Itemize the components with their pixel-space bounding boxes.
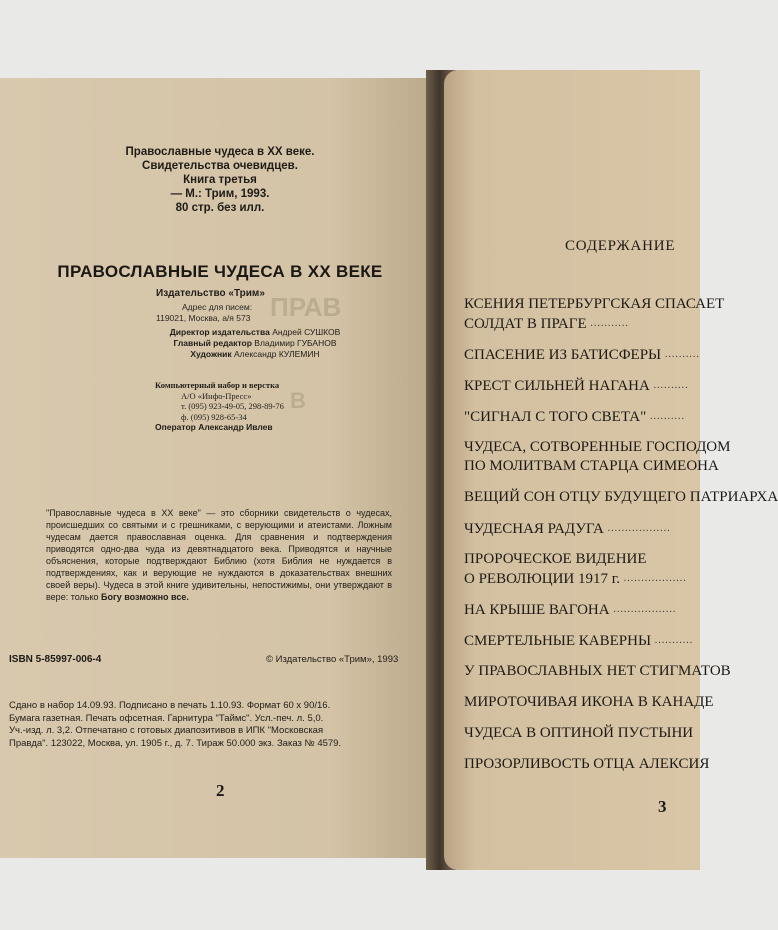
toc-leader: .................. <box>623 573 687 584</box>
toc-entry-title: ПРОРОЧЕСКОЕ ВИДЕНИЕ <box>464 551 647 567</box>
imprint-line: Бумага газетная. Печать офсетная. Гарнитура "Таймс". Усл.-печ. л. 5,0. <box>9 712 324 724</box>
toc-entry-title: ЧУДЕСА В ОПТИНОЙ ПУСТЫНИ <box>464 725 694 741</box>
abstract-text: "Православные чудеса в ХХ веке" — это сборники свидетельств о чудесах, происшедших со святыми и с грешниками, с верующими и атеистами. Ложным чудесам дается православная оценка. Для сравнения и подтверждения приводятся одно-два чуда из девятнадцатого века. Приводятся и научные объяснения, которые подтверждают Библию (хотя Библия не нуждается в подтверждениях, как и верующие не нуждаются в доказательствах внешних своей веры). Чудеса в этой книге удивительны, непостижимы, они утверждают в вере: только <box>46 508 392 602</box>
credit-line <box>130 338 380 349</box>
composition-company: А/О «Инфо-Пресс» <box>181 390 252 401</box>
credit-role: Главный редактор <box>173 338 252 348</box>
toc-entry <box>464 457 719 476</box>
credit-name: Владимир ГУБАНОВ <box>254 338 337 348</box>
bib-line: Свидетельства очевидцев. <box>142 160 298 172</box>
toc-leader: ........... <box>590 318 629 329</box>
toc-entry-title: СМЕРТЕЛЬНЫЕ КАВЕРНЫ <box>464 633 652 649</box>
credit-role: Художник <box>190 349 232 359</box>
bib-line: Книга третья <box>183 174 257 186</box>
toc-entry-title: МИРОТОЧИВАЯ ИКОНА В КАНАДЕ <box>464 694 714 710</box>
credit-line <box>130 327 380 338</box>
toc-entry <box>464 693 714 712</box>
toc-entry-title: ЧУДЕСНАЯ РАДУГА <box>464 521 604 537</box>
imprint-line: Сдано в набор 14.09.93. Подписано в печать 1.10.93. Формат 60 х 90/16. <box>9 700 331 711</box>
bib-line: Православные чудеса в ХХ веке. <box>125 146 315 158</box>
toc-entry-title: ПО МОЛИТВАМ СТАРЦА СИМЕОНА <box>464 458 719 474</box>
toc-entry <box>464 345 700 364</box>
toc-entry-title: ПРОЗОРЛИВОСТЬ ОТЦА АЛЕКСИЯ <box>464 756 710 772</box>
toc-leader: ........... <box>654 635 694 646</box>
address-label: Адрес для писем: <box>182 302 253 312</box>
toc-entry-title: КРЕСТ СИЛЬНЕЙ НАГАНА <box>464 378 650 394</box>
toc-entry <box>464 438 731 457</box>
toc-entry-title: СОЛДАТ В ПРАГЕ <box>464 316 587 332</box>
toc-leader: .................. <box>607 523 671 534</box>
toc-entry-title: О РЕВОЛЮЦИИ 1917 г. <box>464 571 620 587</box>
toc-entry <box>464 755 710 774</box>
toc-entry <box>464 569 700 588</box>
toc-entry <box>464 600 700 619</box>
page-number-right: 3 <box>658 797 667 816</box>
page-number-left: 2 <box>216 781 225 800</box>
toc-entry <box>464 407 700 426</box>
print-imprint <box>9 700 424 750</box>
table-of-contents <box>464 295 778 774</box>
bibliographic-entry <box>95 145 345 215</box>
show-through-text: В <box>290 388 306 413</box>
isbn: ISBN 5-85997-006-4 <box>9 654 102 665</box>
toc-entry <box>464 314 700 333</box>
bib-line: 80 стр. без илл. <box>175 202 265 214</box>
credit-role: Директор издательства <box>169 327 270 337</box>
toc-entry <box>464 376 700 395</box>
toc-entry-title: "СИГНАЛ С ТОГО СВЕТА" <box>464 409 647 425</box>
toc-entry <box>464 550 700 569</box>
toc-entry <box>464 519 700 538</box>
imprint-line: Правда". 123022, Москва, ул. 1905 г., д. 7. Тираж 50.000 экз. Заказ № 4579. <box>9 737 342 749</box>
credit-line <box>130 349 380 360</box>
imprint-line: Уч.-изд. л. 3,2. Отпечатано с готовых диапозитивов в ИПК "Московская <box>9 725 324 736</box>
book-title: ПРАВОСЛАВНЫЕ ЧУДЕСА В ХХ ВЕКЕ <box>57 262 383 281</box>
toc-entry-title: СПАСЕНИЕ ИЗ БАТИСФЕРЫ <box>464 347 662 363</box>
toc-entry <box>464 488 778 507</box>
toc-entry-title: НА КРЫШЕ ВАГОНА <box>464 602 610 618</box>
toc-entry-title: У ПРАВОСЛАВНЫХ НЕТ СТИГМАТОВ <box>464 663 731 679</box>
copyright: © Издательство «Трим», 1993 <box>266 654 399 665</box>
toc-leader: .......... <box>653 380 689 391</box>
toc-entry <box>464 631 700 650</box>
phone-number: т. (095) 923-49-05, 298-89-76 <box>181 401 284 411</box>
postal-address: 119021, Москва, а/я 573 <box>156 313 251 323</box>
toc-leader: .......... <box>664 349 700 360</box>
toc-entry-title: ЧУДЕСА, СОТВОРЕННЫЕ ГОСПОДОМ <box>464 439 731 455</box>
toc-entry-title: ВЕЩИЙ СОН ОТЦУ БУДУЩЕГО ПАТРИАРХА <box>464 489 778 505</box>
toc-entry <box>464 662 731 681</box>
abstract-bold-text: Богу возможно все. <box>101 592 189 602</box>
book-abstract <box>46 507 392 603</box>
credits <box>130 327 380 360</box>
typesetting-info <box>155 380 284 433</box>
bib-line: — М.: Трим, 1993. <box>170 188 270 200</box>
show-through-text: ПРАВ <box>270 292 342 322</box>
operator-credit: Оператор Александр Ивлев <box>155 422 273 432</box>
toc-entry-title: КСЕНИЯ ПЕТЕРБУРГСКАЯ СПАСАЕТ <box>464 296 725 312</box>
toc-leader: .......... <box>649 411 685 422</box>
fax-number: ф. (095) 928-65-34 <box>181 411 247 422</box>
credit-name: Андрей СУШКОВ <box>272 327 341 337</box>
toc-entry <box>464 295 725 314</box>
toc-leader: .................. <box>613 604 677 615</box>
credit-name: Александр КУЛЕМИН <box>233 349 320 359</box>
contents-heading: СОДЕРЖАНИЕ <box>565 238 676 254</box>
toc-entry <box>464 724 700 743</box>
composition-label: Компьютерный набор и верстка <box>155 380 280 390</box>
publisher-name: Издательство «Трим» <box>156 288 265 299</box>
